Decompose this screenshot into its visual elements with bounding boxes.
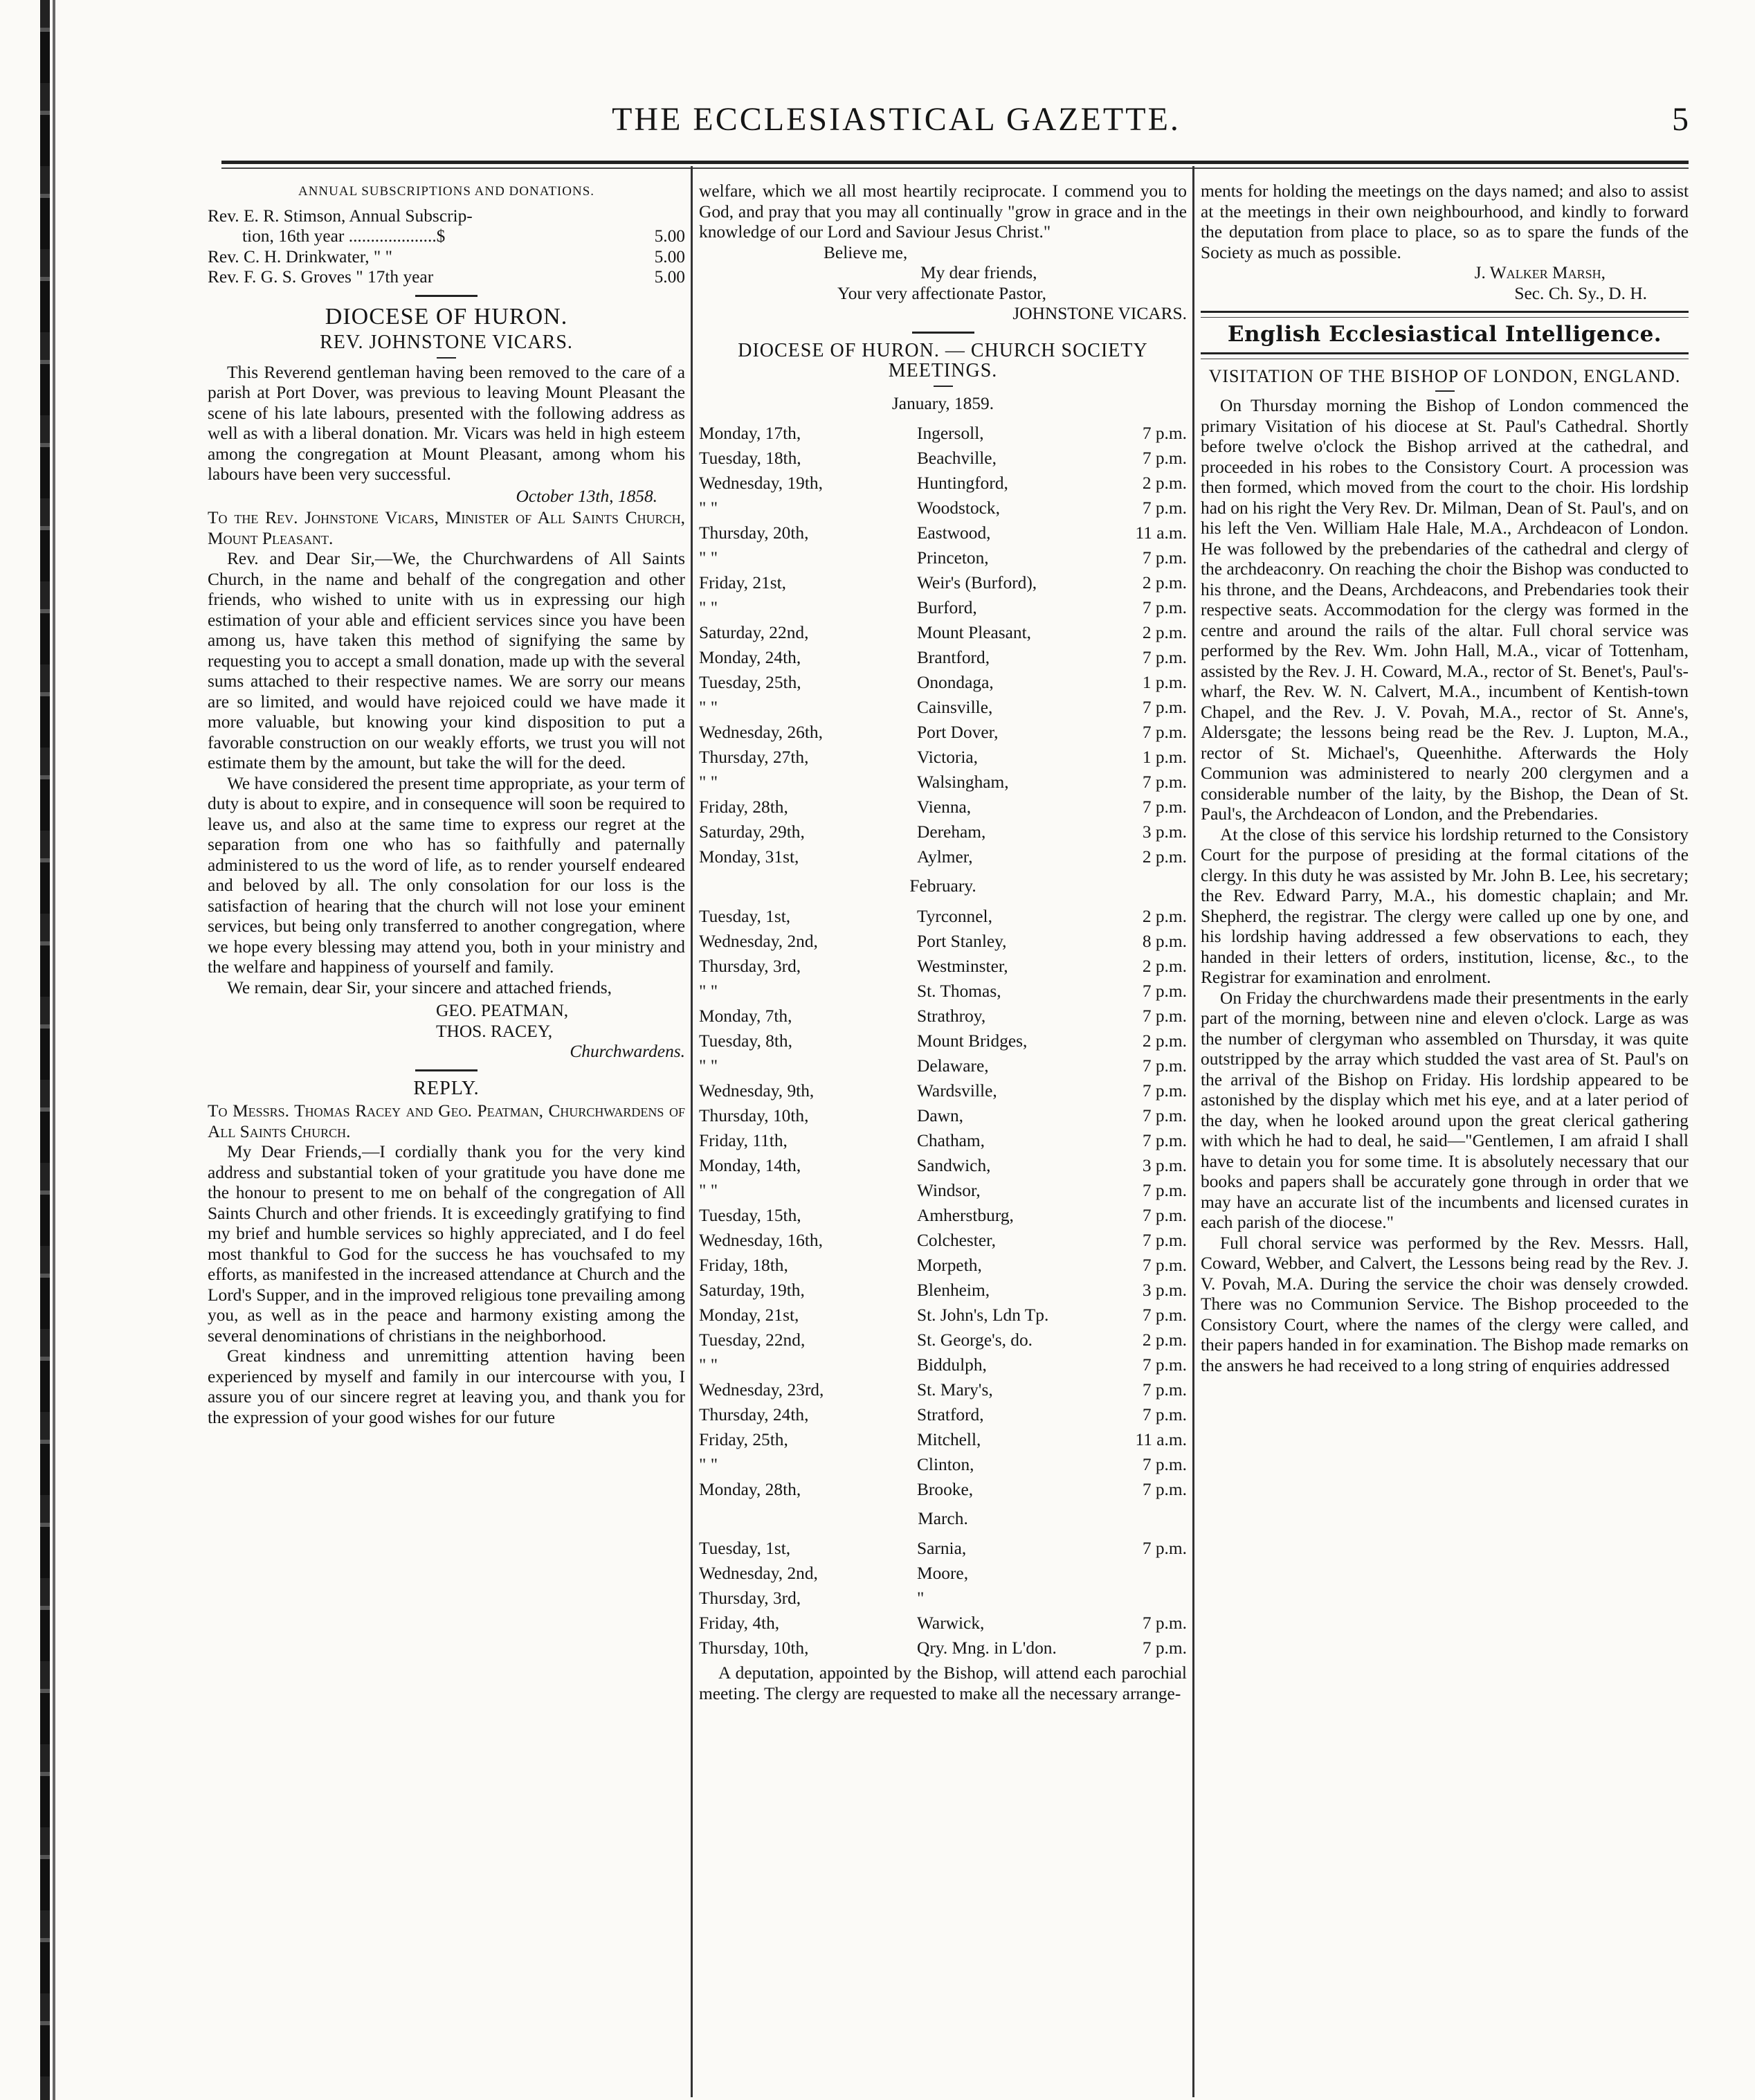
meeting-row	[699, 844, 1187, 869]
meeting-row	[699, 1328, 1187, 1352]
signatory-title: Churchwardens.	[570, 1042, 685, 1061]
reply-signoff	[699, 243, 1187, 325]
secretary-title: Sec. Ch. Sy., D. H.	[1514, 283, 1647, 303]
meeting-place: Strathroy,	[917, 1006, 986, 1026]
meeting-place: Cainsville,	[917, 698, 993, 717]
meeting-row	[699, 1303, 1187, 1328]
meeting-date: Wednesday, 2nd,	[699, 1564, 818, 1583]
meeting-place: Victoria,	[917, 748, 979, 767]
meeting-date: Tuesday, 15th,	[699, 1205, 801, 1225]
meeting-time: 7 p.m.	[1142, 698, 1187, 717]
meeting-date: Wednesday, 9th,	[699, 1080, 815, 1101]
meeting-place: Stratford,	[917, 1404, 984, 1424]
meeting-place: "	[917, 1588, 925, 1608]
column-3	[1201, 181, 1689, 1376]
meeting-date: Thursday, 27th,	[699, 748, 809, 767]
meeting-row	[699, 670, 1187, 695]
meeting-row	[699, 1103, 1187, 1128]
meeting-place: Warwick,	[917, 1613, 985, 1633]
meeting-date: Tuesday, 1st,	[699, 1539, 791, 1558]
deputation-paragraph: A deputation, appointed by the Bishop, will attend each parochial meeting. The clergy are requested to make all the necessary arrange-	[699, 1663, 1187, 1703]
heading-church-society-meetings: DIOCESE OF HURON. — CHURCH SOCIETY MEETINGS.	[738, 339, 1148, 381]
meeting-time: 7 p.m.	[1142, 1404, 1187, 1424]
visitation-paragraph: On Friday the churchwardens made their presentments in the early part of the morning, between nine and eleven o'clock. Large as was the number of clergyman who assembled on Thursday, it was quite outstripped by the array which studded the vast area of St. Paul's on the arrival of the Bishop on Friday. His lordship appeared to be astonished by the display which met his eye, and at a later period of the day, when he looked around upon the great clerical gathering with which he had to deal, he said—"Gentlemen, I am afraid I shall have to detain you for some time. It is absolutely necessary that our books and papers shall be accurately gone through in order that we may have an accurate list of the incumbents and licensed curates in each parish of the diocese."	[1201, 988, 1689, 1232]
meeting-row	[699, 1078, 1187, 1103]
meeting-place: Dawn,	[917, 1105, 963, 1125]
meeting-row	[699, 446, 1187, 471]
meetings-continuation: ments for holding the meetings on the days named; and also to assist at the meetings in their own neighbourhood, and kindly to forward the deputation from place to place, so as to spare the funds of the Society as much as possible.	[1201, 181, 1689, 262]
column-1	[208, 181, 685, 1428]
meeting-date: Tuesday, 25th,	[699, 673, 801, 692]
meeting-place: Windsor,	[917, 1180, 981, 1200]
meeting-row	[699, 1427, 1187, 1452]
meeting-time: 7 p.m.	[1142, 1479, 1187, 1499]
meeting-date: Wednesday, 2nd,	[699, 931, 818, 951]
meeting-place: Tyrconnel,	[917, 906, 992, 926]
meeting-date: Wednesday, 19th,	[699, 473, 823, 493]
meeting-time: 7 p.m.	[1142, 797, 1187, 817]
meeting-date: " "	[699, 548, 718, 568]
signatory: THOS. RACEY,	[436, 1021, 553, 1041]
meeting-date: " "	[699, 772, 718, 792]
meeting-time: 7 p.m.	[1142, 1205, 1187, 1225]
meeting-place: Wardsville,	[917, 1080, 997, 1101]
subscription-row: Rev. E. R. Stimson, Annual Subscrip-	[208, 206, 473, 226]
column-2	[699, 181, 1187, 1704]
meeting-time: 2 p.m.	[1142, 1031, 1187, 1051]
meeting-date: Monday, 21st,	[699, 1305, 799, 1325]
meeting-time: 1 p.m.	[1142, 673, 1187, 692]
meeting-time: 2 p.m.	[1142, 473, 1187, 493]
header-rule	[221, 161, 1689, 164]
meeting-date: " "	[699, 498, 718, 518]
subscription-row: Rev. F. G. S. Groves " 17th year 5.00	[208, 267, 685, 287]
meeting-time: 11 a.m.	[1135, 1429, 1187, 1449]
meeting-row	[699, 1053, 1187, 1078]
meeting-place: Sarnia,	[917, 1539, 967, 1558]
meeting-time: 2 p.m.	[1142, 573, 1187, 592]
meeting-place: Burford,	[917, 598, 977, 617]
meeting-date: Monday, 14th,	[699, 1155, 801, 1175]
meeting-place: St. Thomas,	[917, 981, 1001, 1001]
meeting-row	[699, 1178, 1187, 1203]
meeting-place: Beachville,	[917, 449, 997, 468]
meeting-time: 2 p.m.	[1142, 1330, 1187, 1350]
meeting-date: " "	[699, 1454, 718, 1474]
address-date: October 13th, 1858.	[516, 486, 657, 506]
meeting-date: Monday, 28th,	[699, 1479, 801, 1499]
meeting-row	[699, 929, 1187, 954]
signoff-line: My dear friends,	[920, 263, 1037, 282]
meeting-row	[699, 521, 1187, 545]
meeting-time: 7 p.m.	[1142, 1006, 1187, 1026]
meeting-date: Tuesday, 8th,	[699, 1031, 792, 1051]
header-rule-thin	[221, 168, 1689, 169]
heading-reply: REPLY.	[413, 1077, 480, 1099]
meeting-row	[699, 595, 1187, 620]
reply-recipient: To Messrs. Thomas Racey and Geo. Peatman, Churchwardens of All Saints Church.	[208, 1101, 685, 1141]
meeting-place: Chatham,	[917, 1130, 985, 1150]
signatories	[208, 1001, 685, 1062]
meeting-place: Amherstburg,	[917, 1205, 1014, 1225]
meeting-row	[699, 1586, 1187, 1611]
meeting-place: Woodstock,	[917, 498, 1000, 518]
meeting-row	[699, 1228, 1187, 1253]
meeting-row	[699, 795, 1187, 820]
meeting-place: Westminster,	[917, 956, 1008, 976]
meeting-place: Blenheim,	[917, 1280, 990, 1300]
meeting-date: Tuesday, 22nd,	[699, 1330, 806, 1350]
heading-visitation: VISITATION OF THE BISHOP OF LONDON, ENGLAND.	[1208, 365, 1681, 386]
meeting-date: Saturday, 22nd,	[699, 623, 809, 642]
meeting-date: Monday, 17th,	[699, 424, 801, 443]
meeting-time: 2 p.m.	[1142, 847, 1187, 867]
meeting-time: 7 p.m.	[1142, 1454, 1187, 1474]
meeting-time: 3 p.m.	[1142, 1155, 1187, 1175]
schedule-february	[699, 904, 1187, 1502]
divider	[415, 1069, 478, 1071]
meeting-row	[699, 545, 1187, 570]
meeting-time: 11 a.m.	[1135, 523, 1187, 543]
meeting-time: 7 p.m.	[1142, 598, 1187, 617]
meeting-date: Friday, 11th,	[699, 1130, 788, 1150]
divider	[437, 357, 456, 359]
meeting-row	[699, 1029, 1187, 1053]
meeting-time: 7 p.m.	[1142, 1056, 1187, 1076]
meeting-row	[699, 645, 1187, 670]
meeting-date: Friday, 18th,	[699, 1255, 788, 1275]
meeting-date: Monday, 31st,	[699, 847, 799, 867]
meeting-row	[699, 770, 1187, 795]
meeting-place: Morpeth,	[917, 1255, 982, 1275]
divider	[934, 386, 953, 387]
meeting-time: 7 p.m.	[1142, 981, 1187, 1001]
meeting-time: 7 p.m.	[1142, 723, 1187, 742]
meeting-place: Colchester,	[917, 1230, 996, 1250]
signoff-line: Your very affectionate Pastor,	[837, 283, 1046, 303]
meeting-date: Thursday, 10th,	[699, 1638, 809, 1658]
meeting-time	[1118, 1586, 1187, 1611]
meeting-date: Wednesday, 26th,	[699, 723, 823, 742]
meeting-row	[699, 1004, 1187, 1029]
column-rule-1	[691, 166, 693, 2097]
meeting-row	[699, 695, 1187, 720]
meeting-time: 3 p.m.	[1142, 822, 1187, 842]
meeting-date: " "	[699, 1180, 718, 1200]
meeting-place: Huntingford,	[917, 473, 1008, 493]
secretary-name: J. Walker Marsh,	[1474, 263, 1606, 282]
meeting-row	[699, 979, 1187, 1004]
visitation-paragraph: On Thursday morning the Bishop of London commenced the primary Visitation of his diocese at St. Paul's Cathedral. Shortly before twelve o'clock the Bishop arrived at the cathedral, and proceeded in his robes to the Consistory Court. A procession was then formed, which moved from the court to the choir. His lordship had on his right the Very Rev. Dr. Milman, Dean of St. Paul's, and on his left the Ven. William Hale Hale, M.A., Archdeacon of London. He was followed by the prebendaries of the cathedral and clergy of the archdeaconry. On reaching the choir the Bishop was conducted to his throne, and the Deans, Archdeacons, and Prebendaries took their respective seats. Accommodation for the clergy was formed in the centre and around the rails of the altar. Full choral service was performed by the Rev. Wm. John Hall, M.A., vicar of Tottenham, assisted by the Rev. J. H. Coward, M.A., rector of St. Benet's, Paul's-wharf, the Rev. W. N. Calvert, M.A., incumbent of Kentish-town Chapel, and the Rev. J. V. Povah, M.A., rector of St. Anne's, Aldersgate; the lessons being read be the Rev. J. Lupton, M.A., rector of St. Michael's, Queenhithe. Afterwards the Holy Communion was administered to nearly 200 clergymen and a considerable number of the laity, by the Bishop, the Dean of St. Paul's, the Archdeacon of London, and the Prebendaries.	[1201, 396, 1689, 824]
divider	[1435, 390, 1455, 392]
subscriptions-heading: ANNUAL SUBSCRIPTIONS AND DONATIONS.	[298, 184, 595, 199]
meeting-place: Walsingham,	[917, 772, 1009, 792]
meeting-place: Aylmer,	[917, 847, 973, 867]
meeting-time: 7 p.m.	[1142, 424, 1187, 443]
address-paragraph: We have considered the present time appropriate, as your term of duty is about to expire, and in consequence will soon be required to leave us, and also at the same time to express our regret at the separation from one who has so faithfully and paternally administered to us the word of life, as to render yourself endeared and beloved by all. The only consolation for our loss is the satisfaction of hearing that the church will not lose your eminent services, but being only transferred to another congregation, where we hope every blessing may attend you, both in your ministry and the welfare and happiness of yourself and family.	[208, 773, 685, 977]
meeting-place: St. John's, Ldn Tp.	[917, 1305, 1049, 1325]
section-rule	[1201, 352, 1689, 359]
meeting-date: " "	[699, 981, 718, 1001]
meeting-time	[1118, 1561, 1187, 1586]
meeting-date: Friday, 4th,	[699, 1613, 780, 1633]
meeting-row	[699, 1203, 1187, 1228]
page-number: 5	[1672, 101, 1689, 138]
meeting-row	[699, 496, 1187, 521]
meeting-date: Thursday, 3rd,	[699, 1588, 801, 1608]
meeting-place: Port Dover,	[917, 723, 999, 742]
meeting-time: 7 p.m.	[1142, 1305, 1187, 1325]
meeting-time: 2 p.m.	[1142, 623, 1187, 642]
meeting-row	[699, 820, 1187, 844]
meeting-place: Delaware,	[917, 1056, 989, 1076]
subscription-row: tion, 16th year ....................$ 5.00	[242, 226, 685, 246]
meeting-time: 7 p.m.	[1142, 648, 1187, 667]
meeting-place: Onondaga,	[917, 673, 994, 692]
month-march: March.	[918, 1508, 968, 1528]
meeting-date: Thursday, 3rd,	[699, 956, 801, 976]
signoff-name: JOHNSTONE VICARS.	[1012, 304, 1187, 323]
meeting-place: Clinton,	[917, 1454, 974, 1474]
meeting-time: 3 p.m.	[1142, 1280, 1187, 1300]
meeting-date: " "	[699, 1056, 718, 1076]
meeting-row	[699, 1352, 1187, 1377]
meeting-date: Monday, 7th,	[699, 1006, 792, 1026]
section-rule	[1201, 311, 1689, 318]
meeting-row	[699, 1128, 1187, 1153]
meeting-place: Ingersoll,	[917, 424, 984, 443]
meeting-date: Wednesday, 16th,	[699, 1230, 823, 1250]
meeting-row	[699, 1536, 1187, 1561]
meeting-time: 7 p.m.	[1142, 449, 1187, 468]
month-february: February.	[909, 876, 976, 896]
subscription-row: Rev. C. H. Drinkwater, " " 5.00	[208, 246, 685, 266]
meeting-place: Mount Pleasant,	[917, 623, 1032, 642]
heading-diocese-of-huron: DIOCESE OF HURON.	[325, 303, 568, 329]
section-heading-english-intelligence: English Ecclesiastical Intelligence.	[1227, 322, 1662, 347]
reply-continuation: welfare, which we all most heartily reciprocate. I commend you to God, and pray that you may all continually "grow in grace and in the knowledge of our Lord and Saviour Jesus Christ."	[699, 181, 1187, 242]
meeting-date: " "	[699, 698, 718, 717]
meeting-row	[699, 1636, 1187, 1660]
meeting-row	[699, 1377, 1187, 1402]
column-rule-2	[1192, 166, 1194, 2097]
meeting-time: 7 p.m.	[1142, 1130, 1187, 1150]
schedule-march	[699, 1536, 1187, 1660]
divider	[415, 295, 478, 297]
meeting-place: St. Mary's,	[917, 1379, 993, 1400]
meeting-time: 8 p.m.	[1142, 931, 1187, 951]
meeting-place: Biddulph,	[917, 1355, 987, 1375]
address-paragraph: Rev. and Dear Sir,—We, the Churchwardens of All Saints Church, in the name and behalf of the congregation and other friends, who wished to unite with us in expressing our high estimation of your able and efficient services since you have been among us, have taken this method of signifying the same by requesting you to accept a small donation, made up with the several sums attached to their respective names. We are sorry our means are so limited, and would have rejoiced could we have made it more valuable, but knowing your kind disposition to put a favorable construction on our weakly efforts, we trust you will not estimate them by the amount, but take the will for the deed.	[208, 549, 685, 772]
meeting-row	[699, 1253, 1187, 1278]
meeting-row	[699, 1278, 1187, 1303]
meeting-time: 7 p.m.	[1142, 498, 1187, 518]
meeting-place: Moore,	[917, 1564, 969, 1583]
meeting-place: Dereham,	[917, 822, 986, 842]
meeting-date: Wednesday, 23rd,	[699, 1379, 824, 1400]
intro-paragraph: This Reverend gentleman having been removed to the care of a parish at Port Dover, was previous to leaving Mount Pleasant the scene of his late labours, presented with the following address as well as with a liberal donation. Mr. Vicars was held in high esteem among the congregation at Mount Pleasant, among whom his labours have been very successful.	[208, 362, 685, 484]
meeting-time: 7 p.m.	[1142, 1180, 1187, 1200]
heading-rev-johnstone-vicars: REV. JOHNSTONE VICARS.	[320, 332, 573, 353]
reply-paragraph: Great kindness and unremitting attention having been experienced by myself and family in our intercourse with you, I assure you of our sincere regret at leaving you, and thank you for the expression of your good wishes for our future	[208, 1346, 685, 1427]
meeting-date: Friday, 25th,	[699, 1429, 788, 1449]
meeting-date: Friday, 28th,	[699, 797, 788, 817]
meeting-row	[699, 904, 1187, 929]
meeting-row	[699, 421, 1187, 446]
meeting-row	[699, 1153, 1187, 1178]
meeting-place: Qry. Mng. in L'don.	[917, 1638, 1057, 1658]
meeting-time: 7 p.m.	[1142, 1613, 1187, 1633]
meeting-date: Tuesday, 18th,	[699, 449, 801, 468]
meeting-row	[699, 954, 1187, 979]
meeting-row	[699, 471, 1187, 496]
signatory: GEO. PEATMAN,	[436, 1001, 569, 1020]
meeting-place: Brooke,	[917, 1479, 974, 1499]
reply-paragraph: My Dear Friends,—I cordially thank you for the very kind address and substantial token of your gratitude you have done me the honour to present to me on behalf of the congregation of All Saints Church and other friends. It is exceedingly gratifying to find my brief and humble services so highly appreciated, and I do feel most thankful to God for the success he has vouchsafed to my efforts, as manifested in the increased attendance at Church and the Lord's Supper, and in the improved religious tone prevailing among you, as well as in the peace and harmony existing among the several denominations of christians in the neighborhood.	[208, 1142, 685, 1346]
binding-edge-line	[53, 0, 55, 2100]
meeting-date: " "	[699, 598, 718, 617]
meeting-row	[699, 620, 1187, 645]
meeting-place: Eastwood,	[917, 523, 991, 543]
meeting-date: Thursday, 24th,	[699, 1404, 809, 1424]
meeting-row	[699, 1611, 1187, 1636]
meeting-time: 7 p.m.	[1142, 1105, 1187, 1125]
meeting-time: 7 p.m.	[1142, 1255, 1187, 1275]
month-january: January, 1859.	[891, 393, 994, 413]
meeting-place: St. George's, do.	[917, 1330, 1033, 1350]
meeting-date: Saturday, 19th,	[699, 1280, 805, 1300]
meeting-place: Port Stanley,	[917, 931, 1007, 951]
visitation-paragraph: Full choral service was performed by the Rev. Messrs. Hall, Coward, Webber, and Calvert, the Lessons being read by the Rev. J. V. Povah, M.A. During the service the choir was densely crowded. There was no Communion Service. The Bishop proceeded to the Consistory Court, where the names of the clergy were called, and their papers handed in for examination. The Bishop made remarks on the answers he had received to a long string of enquiries addressed	[1201, 1233, 1689, 1375]
meeting-time: 2 p.m.	[1142, 956, 1187, 976]
meeting-time: 7 p.m.	[1142, 1379, 1187, 1400]
schedule-january	[699, 421, 1187, 869]
meeting-time: 7 p.m.	[1142, 772, 1187, 792]
meeting-time: 7 p.m.	[1142, 1539, 1187, 1558]
meeting-time: 7 p.m.	[1142, 1638, 1187, 1658]
visitation-paragraph: At the close of this service his lordship returned to the Consistory Court for the purpose of presiding at the formal citations of the clergy. In this duty he was assisted by Mr. John B. Lee, his secretary; the Rev. Edward Parry, M.A., his domestic chaplain; and Mr. Shepherd, the registrar. The clergy were called up one by one, and his lordship having addressed a few observations to each, they handed in their letters of orders, institution, license, &c., to the Registrar for examination and enrolment.	[1201, 824, 1689, 987]
meeting-date: Saturday, 29th,	[699, 822, 805, 842]
meeting-row	[699, 1561, 1187, 1586]
meeting-time: 2 p.m.	[1142, 906, 1187, 926]
meeting-place: Mount Bridges,	[917, 1031, 1028, 1051]
meeting-time: 1 p.m.	[1142, 748, 1187, 767]
signoff-line: Believe me,	[824, 242, 908, 262]
meeting-time: 7 p.m.	[1142, 1355, 1187, 1375]
divider	[912, 332, 974, 334]
meeting-row	[699, 745, 1187, 770]
meeting-row	[699, 1402, 1187, 1427]
meeting-place: Mitchell,	[917, 1429, 981, 1449]
page-header	[104, 100, 1689, 142]
meeting-row	[699, 1452, 1187, 1477]
meeting-date: Thursday, 10th,	[699, 1105, 809, 1125]
meeting-time: 7 p.m.	[1142, 548, 1187, 568]
page-title: THE ECCLESIASTICAL GAZETTE.	[612, 101, 1181, 138]
meeting-place: Sandwich,	[917, 1155, 991, 1175]
meeting-place: Vienna,	[917, 797, 972, 817]
address-recipient: To the Rev. Johnstone Vicars, Minister of All Saints Church, Mount Pleasant.	[208, 508, 685, 548]
meeting-date: Thursday, 20th,	[699, 523, 809, 543]
meeting-place: Princeton,	[917, 548, 989, 568]
subscriptions-list	[208, 206, 685, 288]
meeting-place: Weir's (Burford),	[917, 573, 1037, 592]
meeting-date: Friday, 21st,	[699, 573, 787, 592]
binding-edge	[40, 0, 50, 2100]
meeting-time: 7 p.m.	[1142, 1230, 1187, 1250]
meeting-row	[699, 570, 1187, 595]
meeting-date: " "	[699, 1355, 718, 1375]
meeting-place: Brantford,	[917, 648, 990, 667]
meeting-row	[699, 1477, 1187, 1502]
meeting-date: Monday, 24th,	[699, 648, 801, 667]
meeting-time: 7 p.m.	[1142, 1080, 1187, 1101]
meeting-row	[699, 720, 1187, 745]
address-closing: We remain, dear Sir, your sincere and attached friends,	[227, 977, 612, 997]
meeting-date: Tuesday, 1st,	[699, 906, 791, 926]
